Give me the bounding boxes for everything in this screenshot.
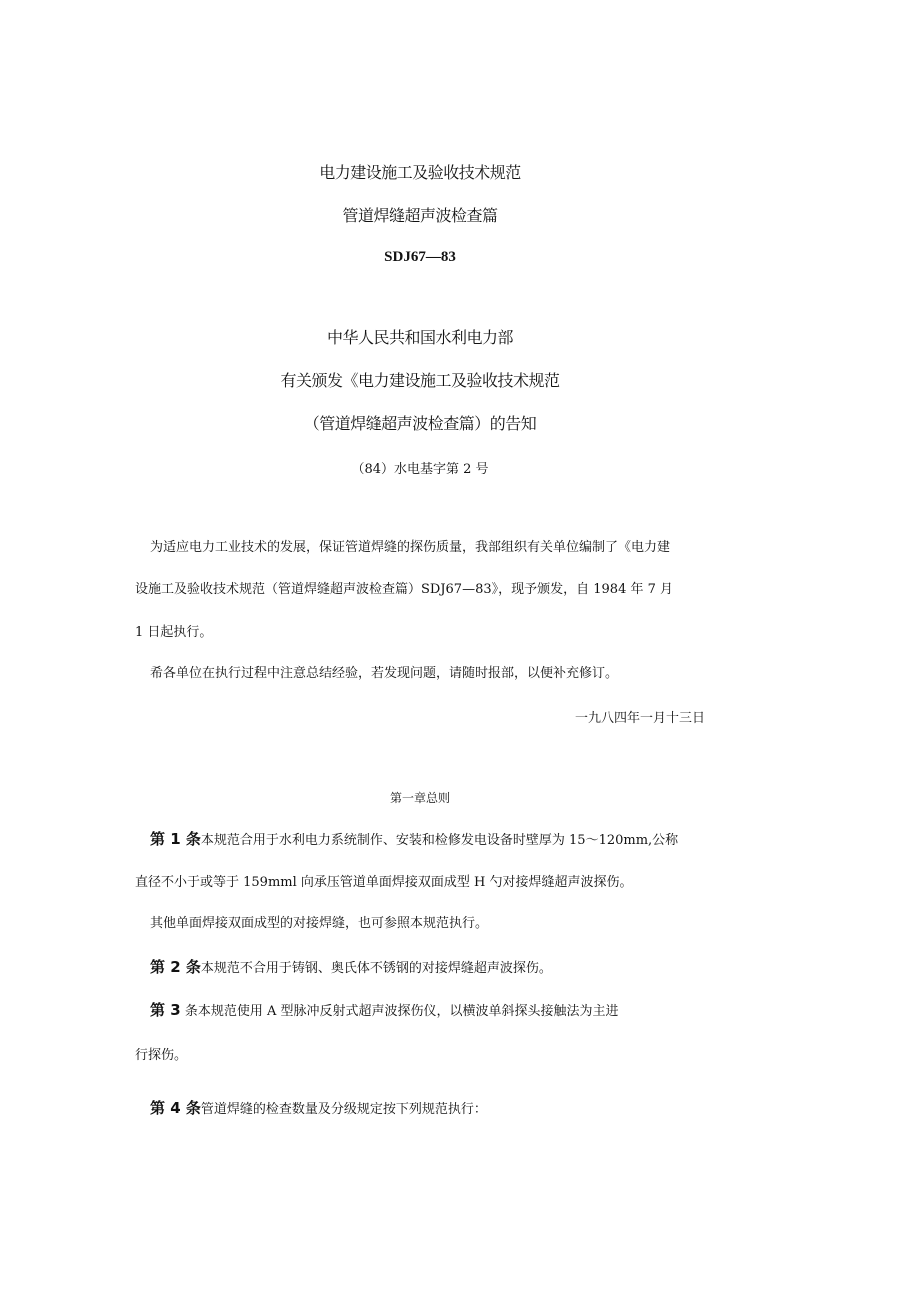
- notice-issuer: 中华人民共和国水利电力部: [326, 328, 513, 347]
- notice-date: 一九八四年一月十三日: [574, 711, 705, 726]
- article-1-label: 第 1 条: [150, 830, 201, 848]
- article-3-label: 第 3: [150, 1001, 181, 1019]
- body-para2: 希各单位在执行过程中注意总结经验，若发现问题，请随时报部，以便补充修订。: [150, 666, 619, 681]
- article-2-label: 第 2 条: [150, 958, 201, 976]
- document-title: 电力建设施工及验收技术规范: [319, 163, 521, 182]
- document-code: SDJ67—83: [384, 249, 456, 265]
- body-para1-line3: 1 日起执行。: [135, 625, 213, 640]
- chapter-title: 第一章总则: [389, 791, 450, 805]
- article-4-text: 管道焊缝的检查数量及分级规定按下列规范执行：: [200, 1102, 487, 1117]
- notice-doc-number: （84）水电基字第 2 号: [351, 462, 489, 477]
- body-para1-line2: 设施工及验收技术规范（管道焊缝超声波检查篇）SDJ67—83》，现予颁发，自 1984 年 7 月: [135, 582, 674, 597]
- notice-subject-line1: 有关颁发《电力建设施工及验收技术规范: [280, 371, 560, 390]
- article-2: [150, 957, 720, 979]
- article-4-label: 第 4 条: [150, 1099, 201, 1117]
- article-3-text: 条本规范使用 A 型脉冲反射式超声波探伤仪，以横波单斜探头接触法为主进: [184, 1004, 619, 1019]
- article-1-line2: 直径不小于或等于 159mml 向承压管道单面焊接双面成型 H 勺对接焊缝超声波探伤。: [135, 875, 633, 890]
- notice-subject-line2: （管道焊缝超声波检查篇）的告知: [303, 414, 537, 433]
- article-1-line1: [150, 829, 720, 851]
- body-para1-line1: 为适应电力工业技术的发展，保证管道焊缝的探伤质量，我部组织有关单位编制了《电力建: [150, 540, 671, 555]
- article-1-text: 本规范合用于水利电力系统制作、安装和检修发电设备时壁厚为 15～120mm,公称: [200, 833, 679, 848]
- article-3-line1: [150, 1000, 720, 1022]
- document-subtitle: 管道焊缝超声波检查篇: [342, 206, 498, 225]
- article-2-text: 本规范不合用于铸钢、奥氏体不锈钢的对接焊缝超声波探伤。: [200, 961, 552, 976]
- article-3-line2: 行探伤。: [135, 1048, 188, 1063]
- article-4: [150, 1098, 720, 1120]
- article-1-line3: 其他单面焊接双面成型的对接焊缝，也可参照本规范执行。: [150, 916, 489, 931]
